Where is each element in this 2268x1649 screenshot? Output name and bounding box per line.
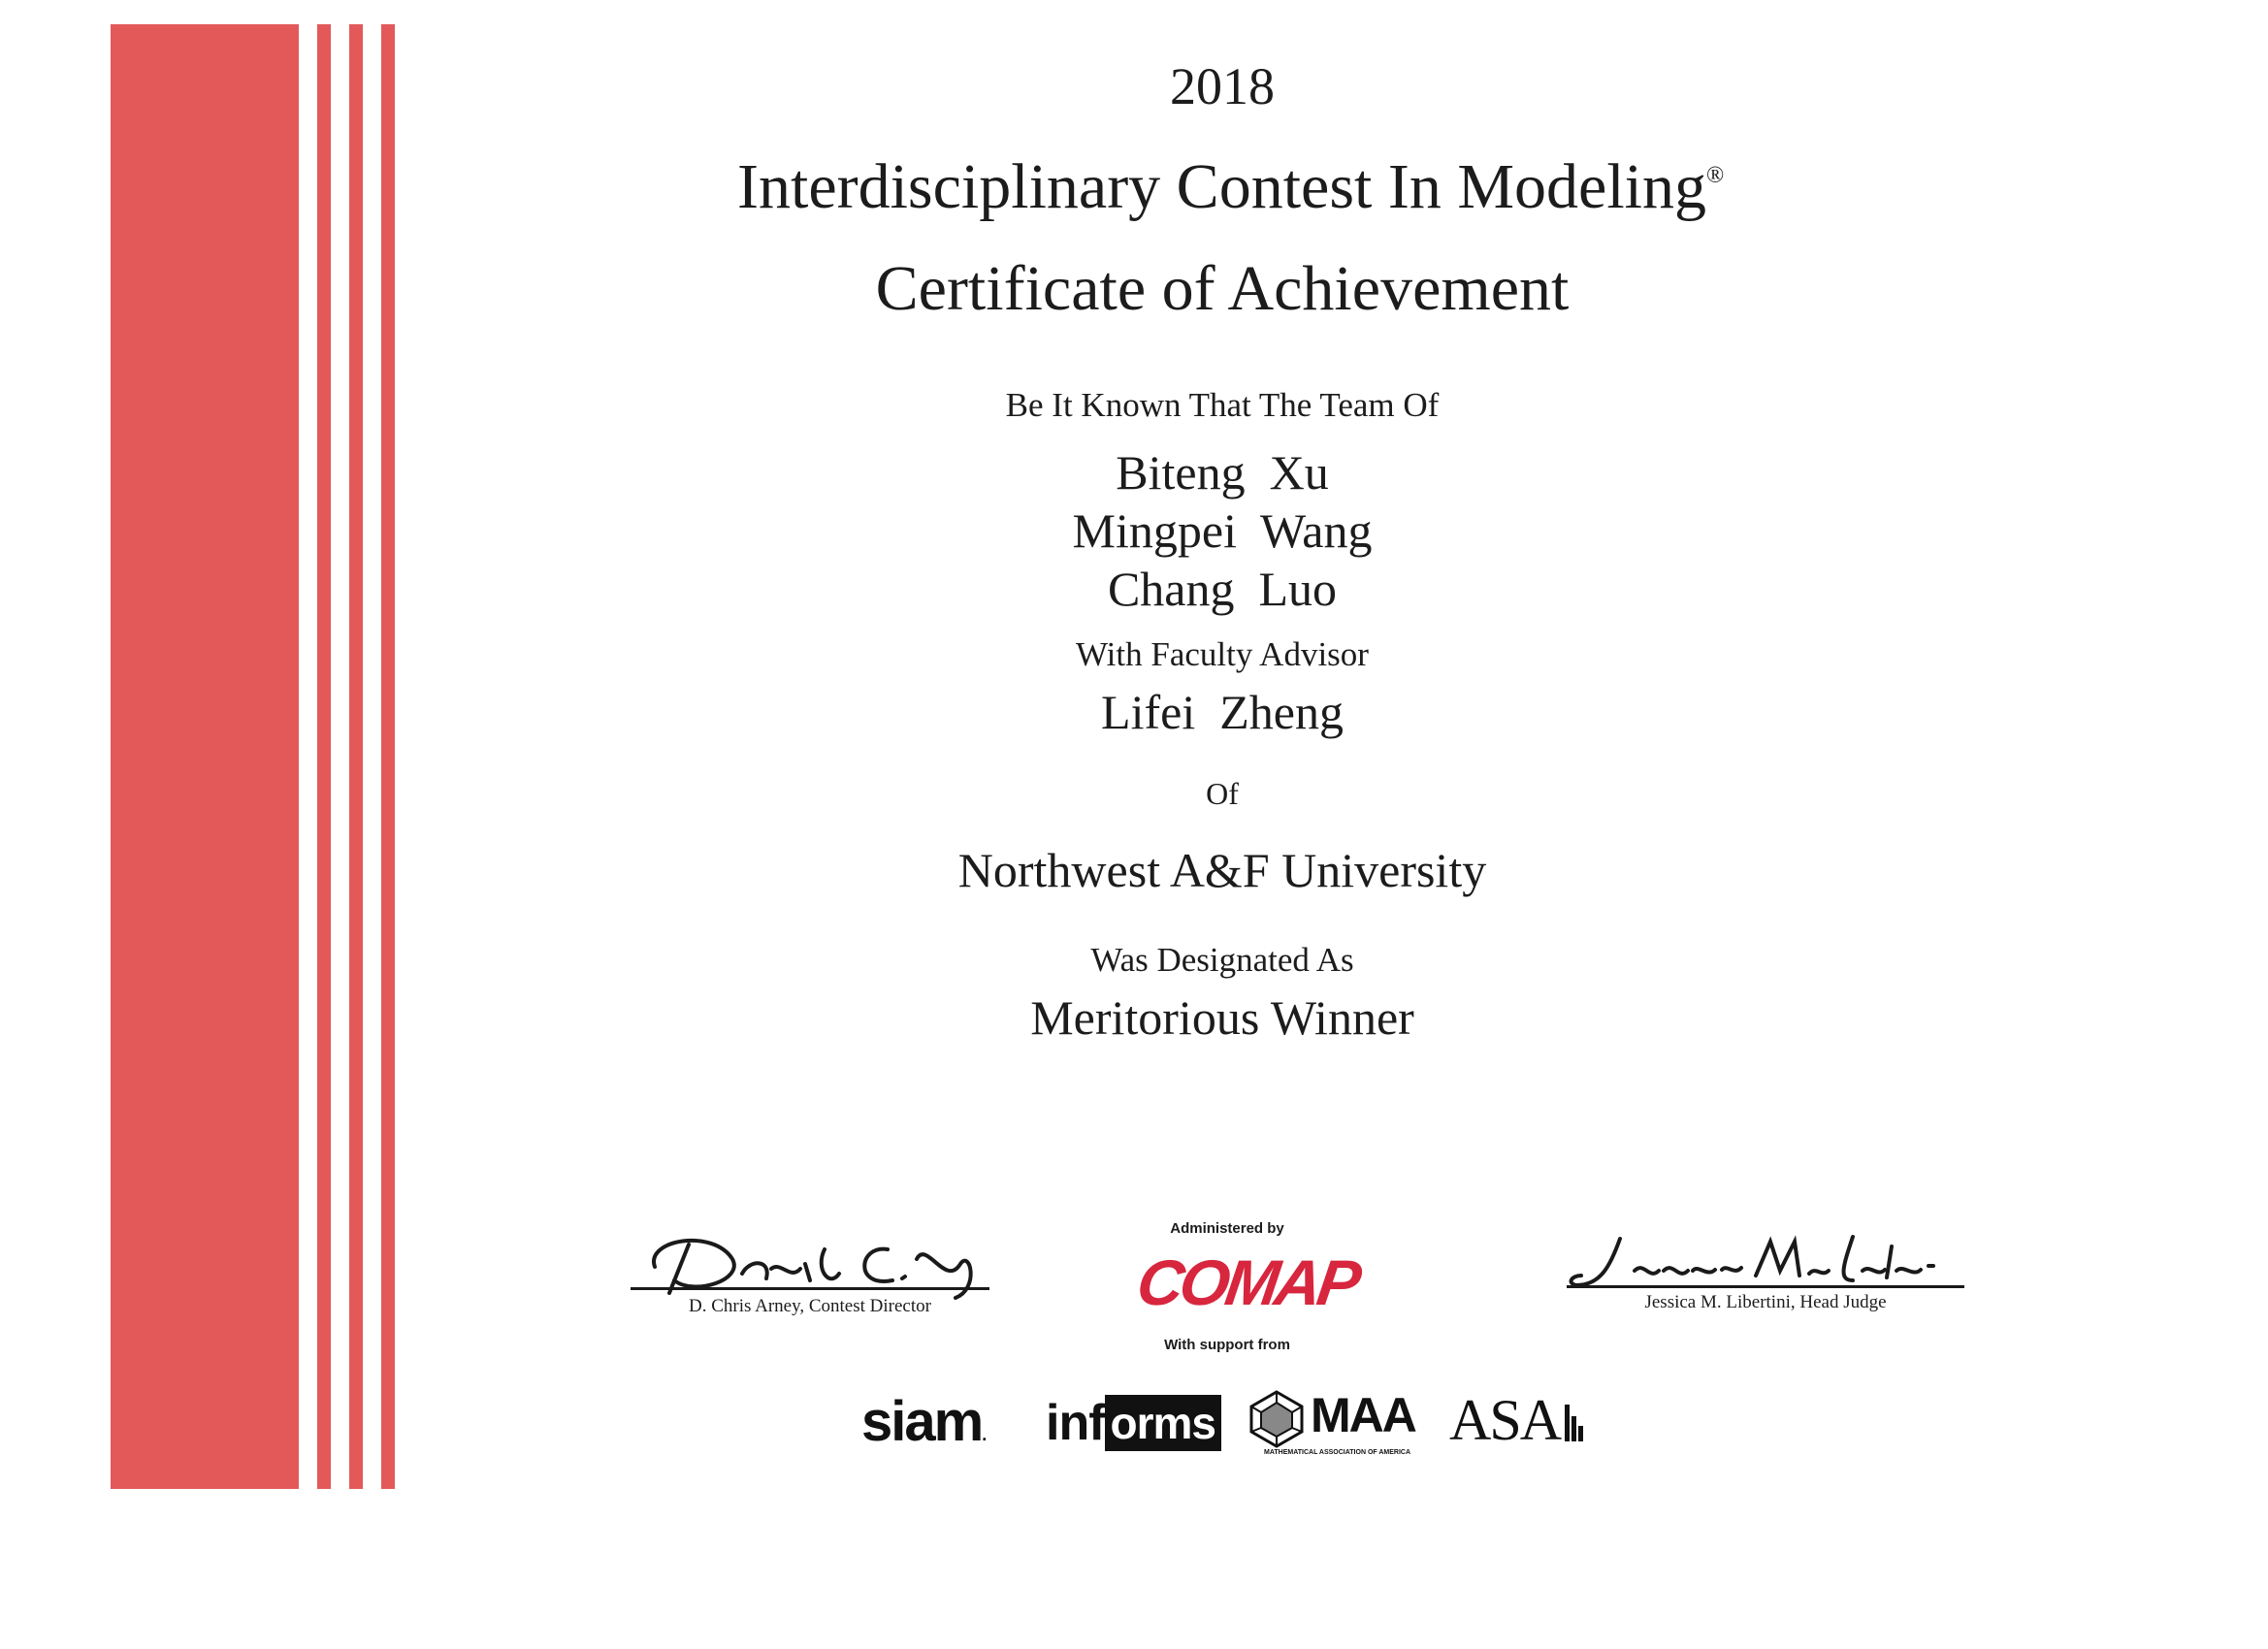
contest-name-line [737,150,1725,224]
head-judge-signature-line [1567,1285,1964,1288]
institution-name: Northwest A&F University [957,843,1487,897]
director-signature-line [631,1287,989,1290]
decorative-thin-stripe-2 [349,24,363,1489]
asa-logo [1449,1387,1585,1459]
informs-logo-left: inf [1046,1395,1105,1451]
team-member-3: Chang Luo [1107,562,1338,616]
contest-name: Interdisciplinary Contest In Modeling [737,151,1706,222]
decorative-wide-stripe [111,24,299,1489]
certificate-year: 2018 [1170,57,1275,115]
advisor-name: Lifei Zheng [1101,685,1344,739]
maa-logo-subtitle: MATHEMATICAL ASSOCIATION OF AMERICA [1264,1449,1411,1456]
advisor-intro: With Faculty Advisor [1076,635,1369,673]
decorative-thin-stripe-1 [317,24,331,1489]
head-judge-caption: Jessica M. Libertini, Head Judge [1644,1292,1887,1312]
maa-logo [1247,1385,1431,1461]
head-judge-signature [1562,1227,1969,1300]
designation: Meritorious Winner [1030,990,1414,1045]
decorative-thin-stripe-3 [381,24,395,1489]
support-label: With support from [1164,1337,1290,1353]
asa-logo-text: ASA [1449,1388,1561,1452]
comap-logo [1130,1242,1362,1334]
director-signature [635,1220,1004,1303]
asa-bars-icon [1564,1399,1585,1441]
siam-logo [861,1389,985,1454]
certificate-title: Certificate of Achievement [875,253,1570,324]
team-member-2: Mingpei Wang [1072,503,1373,558]
comap-logo-text: COMAP [1132,1246,1362,1318]
administered-by-label: Administered by [1170,1220,1284,1237]
informs-logo [1046,1389,1221,1457]
team-member-1: Biteng Xu [1116,445,1329,500]
siam-logo-text: siam [861,1390,983,1453]
maa-logo-text: MAA [1311,1388,1415,1442]
siam-logo-dot: . [982,1425,986,1444]
informs-logo-right: orms [1105,1395,1221,1451]
maa-polyhedron-icon [1247,1389,1307,1449]
of-label: Of [1206,776,1239,811]
intro-text: Be It Known That The Team Of [1005,386,1440,424]
director-caption: D. Chris Arney, Contest Director [689,1296,931,1316]
registered-mark: ® [1706,163,1725,188]
designation-intro: Was Designated As [1090,941,1354,979]
